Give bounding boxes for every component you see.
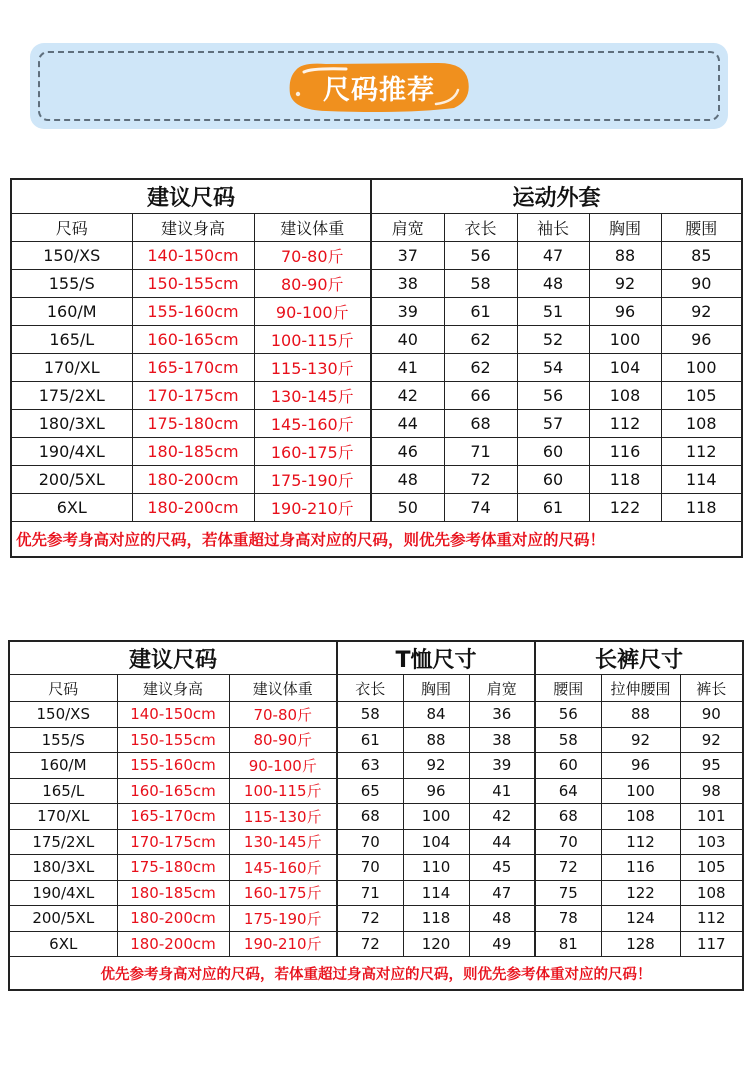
table-cell: 63	[337, 753, 403, 779]
table-cell: 108	[589, 382, 661, 410]
table-cell: 100	[403, 804, 469, 830]
table-cell: 170/XL	[11, 354, 132, 382]
table-cell: 96	[589, 298, 661, 326]
table-cell: 105	[661, 382, 742, 410]
table-cell: 70	[535, 829, 601, 855]
table-cell: 72	[337, 931, 403, 957]
table-cell: 96	[661, 326, 742, 354]
table-row	[9, 829, 743, 855]
table-cell: 160/M	[9, 753, 117, 779]
table-cell: 39	[371, 298, 444, 326]
size-note: 优先参考身高对应的尺码，若体重超过身高对应的尺码，则优先参考体重对应的尺码！	[11, 522, 742, 558]
table-row	[11, 298, 742, 326]
table-cell: 38	[371, 270, 444, 298]
table-cell: 70	[337, 829, 403, 855]
table-cell: 190-210斤	[229, 931, 337, 957]
table-cell: 85	[661, 242, 742, 270]
table-cell: 71	[444, 438, 517, 466]
table-cell: 175-190斤	[254, 466, 371, 494]
table-cell: 140-150cm	[117, 702, 229, 728]
table-cell: 190-210斤	[254, 494, 371, 522]
size-table-tshirt-pants	[8, 640, 744, 991]
table-cell: 165-170cm	[117, 804, 229, 830]
col-height: 建议身高	[132, 214, 254, 242]
table-row	[9, 702, 743, 728]
table-cell: 81	[535, 931, 601, 957]
title-badge	[286, 60, 472, 114]
table-cell: 190/4XL	[9, 880, 117, 906]
table-cell: 160-175斤	[254, 438, 371, 466]
table-cell: 130-145斤	[229, 829, 337, 855]
table-row	[11, 438, 742, 466]
col-chest: 胸围	[589, 214, 661, 242]
table-cell: 48	[371, 466, 444, 494]
table-cell: 115-130斤	[229, 804, 337, 830]
table-cell: 96	[403, 778, 469, 804]
table-cell: 92	[403, 753, 469, 779]
col-weight: 建议体重	[229, 675, 337, 702]
table-cell: 90-100斤	[254, 298, 371, 326]
table-cell: 51	[517, 298, 589, 326]
table-row	[9, 931, 743, 957]
col-sleeve: 袖长	[517, 214, 589, 242]
table-cell: 100-115斤	[254, 326, 371, 354]
table-cell: 58	[337, 702, 403, 728]
table-cell: 58	[535, 727, 601, 753]
table-cell: 58	[444, 270, 517, 298]
table-cell: 180-185cm	[117, 880, 229, 906]
table-cell: 92	[601, 727, 680, 753]
table-cell: 160/M	[11, 298, 132, 326]
table-cell: 118	[403, 906, 469, 932]
table-cell: 56	[444, 242, 517, 270]
banner-title: 尺码推荐	[323, 74, 435, 106]
table-cell: 56	[535, 702, 601, 728]
table-cell: 128	[601, 931, 680, 957]
table-cell: 41	[371, 354, 444, 382]
size-table-jacket	[10, 178, 743, 558]
table1-note-row	[11, 522, 742, 558]
size-note: 优先参考身高对应的尺码，若体重超过身高对应的尺码，则优先参考体重对应的尺码！	[9, 957, 743, 991]
table-cell: 72	[337, 906, 403, 932]
table-cell: 118	[589, 466, 661, 494]
table-cell: 155-160cm	[132, 298, 254, 326]
table-cell: 200/5XL	[11, 466, 132, 494]
table-cell: 64	[535, 778, 601, 804]
table-cell: 92	[680, 727, 743, 753]
table-cell: 160-175斤	[229, 880, 337, 906]
table-cell: 60	[535, 753, 601, 779]
table-cell: 124	[601, 906, 680, 932]
table-cell: 155-160cm	[117, 753, 229, 779]
table-cell: 100	[589, 326, 661, 354]
table-cell: 170-175cm	[117, 829, 229, 855]
table-cell: 68	[444, 410, 517, 438]
table-cell: 155/S	[11, 270, 132, 298]
table-cell: 70-80斤	[229, 702, 337, 728]
table-cell: 170/XL	[9, 804, 117, 830]
table-cell: 200/5XL	[9, 906, 117, 932]
table-cell: 108	[661, 410, 742, 438]
col-pants-length: 裤长	[680, 675, 743, 702]
table-cell: 60	[517, 466, 589, 494]
table-cell: 48	[517, 270, 589, 298]
table-cell: 122	[589, 494, 661, 522]
group-pants: 长裤尺寸	[535, 641, 743, 675]
table-cell: 120	[403, 931, 469, 957]
table-cell: 37	[371, 242, 444, 270]
table-row	[11, 410, 742, 438]
table-cell: 38	[469, 727, 535, 753]
col-chest: 胸围	[403, 675, 469, 702]
col-shoulder: 肩宽	[371, 214, 444, 242]
table-cell: 68	[535, 804, 601, 830]
table-cell: 116	[589, 438, 661, 466]
group-tshirt: T恤尺寸	[337, 641, 535, 675]
table-cell: 72	[535, 855, 601, 881]
table-cell: 65	[337, 778, 403, 804]
table-cell: 180-200cm	[132, 494, 254, 522]
table-row	[11, 242, 742, 270]
table-cell: 80-90斤	[254, 270, 371, 298]
table-cell: 56	[517, 382, 589, 410]
table-cell: 180-200cm	[117, 906, 229, 932]
table-cell: 101	[680, 804, 743, 830]
table-cell: 50	[371, 494, 444, 522]
table-cell: 61	[444, 298, 517, 326]
table-cell: 110	[403, 855, 469, 881]
table-cell: 39	[469, 753, 535, 779]
table-cell: 95	[680, 753, 743, 779]
col-size: 尺码	[9, 675, 117, 702]
col-waist: 腰围	[535, 675, 601, 702]
table-cell: 100	[601, 778, 680, 804]
group-jacket: 运动外套	[371, 179, 742, 214]
table-cell: 84	[403, 702, 469, 728]
table-cell: 112	[589, 410, 661, 438]
table-cell: 98	[680, 778, 743, 804]
table-row	[11, 466, 742, 494]
table-cell: 112	[680, 906, 743, 932]
table-cell: 117	[680, 931, 743, 957]
table1-column-headers	[11, 214, 742, 242]
table-cell: 88	[589, 242, 661, 270]
table-cell: 150-155cm	[117, 727, 229, 753]
table-cell: 6XL	[11, 494, 132, 522]
table-cell: 78	[535, 906, 601, 932]
table-cell: 150/XS	[9, 702, 117, 728]
table-cell: 74	[444, 494, 517, 522]
table-cell: 180-200cm	[132, 466, 254, 494]
table2-group-header	[9, 641, 743, 675]
table-cell: 49	[469, 931, 535, 957]
table-row	[9, 727, 743, 753]
table-cell: 44	[469, 829, 535, 855]
group-suggested-size: 建议尺码	[11, 179, 371, 214]
table-cell: 180/3XL	[11, 410, 132, 438]
table-cell: 140-150cm	[132, 242, 254, 270]
table-cell: 96	[601, 753, 680, 779]
table-cell: 42	[469, 804, 535, 830]
table-cell: 145-160斤	[254, 410, 371, 438]
col-size: 尺码	[11, 214, 132, 242]
table-cell: 68	[337, 804, 403, 830]
table-cell: 60	[517, 438, 589, 466]
table2-column-headers	[9, 675, 743, 702]
table-cell: 41	[469, 778, 535, 804]
table-cell: 170-175cm	[132, 382, 254, 410]
table-cell: 6XL	[9, 931, 117, 957]
table-cell: 180-200cm	[117, 931, 229, 957]
table-row	[11, 354, 742, 382]
table-cell: 90-100斤	[229, 753, 337, 779]
table-cell: 62	[444, 326, 517, 354]
table-cell: 118	[661, 494, 742, 522]
table-cell: 115-130斤	[254, 354, 371, 382]
table-cell: 92	[661, 298, 742, 326]
table-cell: 57	[517, 410, 589, 438]
table-cell: 45	[469, 855, 535, 881]
table-cell: 52	[517, 326, 589, 354]
table-row	[9, 906, 743, 932]
table-cell: 44	[371, 410, 444, 438]
table-cell: 88	[403, 727, 469, 753]
col-weight: 建议体重	[254, 214, 371, 242]
table-cell: 145-160斤	[229, 855, 337, 881]
table-cell: 72	[444, 466, 517, 494]
table-cell: 180-185cm	[132, 438, 254, 466]
table-cell: 130-145斤	[254, 382, 371, 410]
table-row	[9, 855, 743, 881]
table-cell: 42	[371, 382, 444, 410]
table-cell: 112	[601, 829, 680, 855]
table-cell: 54	[517, 354, 589, 382]
table-cell: 100	[661, 354, 742, 382]
table-cell: 112	[661, 438, 742, 466]
table-cell: 190/4XL	[11, 438, 132, 466]
col-height: 建议身高	[117, 675, 229, 702]
table-cell: 160-165cm	[117, 778, 229, 804]
table-cell: 70-80斤	[254, 242, 371, 270]
table-cell: 175-180cm	[117, 855, 229, 881]
col-shoulder: 肩宽	[469, 675, 535, 702]
table-cell: 61	[337, 727, 403, 753]
table-cell: 122	[601, 880, 680, 906]
table-cell: 61	[517, 494, 589, 522]
table-cell: 90	[661, 270, 742, 298]
table-row	[11, 382, 742, 410]
table-cell: 66	[444, 382, 517, 410]
table-cell: 150-155cm	[132, 270, 254, 298]
table-row	[9, 804, 743, 830]
table-cell: 71	[337, 880, 403, 906]
table-cell: 105	[680, 855, 743, 881]
table-cell: 175/2XL	[9, 829, 117, 855]
table-cell: 90	[680, 702, 743, 728]
table2-note-row	[9, 957, 743, 991]
col-waist: 腰围	[661, 214, 742, 242]
table-cell: 46	[371, 438, 444, 466]
table-cell: 160-165cm	[132, 326, 254, 354]
table-cell: 40	[371, 326, 444, 354]
col-stretch-waist: 拉伸腰围	[601, 675, 680, 702]
table-row	[11, 494, 742, 522]
table-row	[9, 753, 743, 779]
table-cell: 165-170cm	[132, 354, 254, 382]
table-cell: 100-115斤	[229, 778, 337, 804]
table-cell: 108	[601, 804, 680, 830]
table-cell: 103	[680, 829, 743, 855]
table-cell: 47	[469, 880, 535, 906]
table-cell: 104	[589, 354, 661, 382]
table-cell: 114	[661, 466, 742, 494]
group-suggested-size: 建议尺码	[9, 641, 337, 675]
table-cell: 80-90斤	[229, 727, 337, 753]
table-cell: 165/L	[9, 778, 117, 804]
table-cell: 47	[517, 242, 589, 270]
col-length: 衣长	[337, 675, 403, 702]
table-cell: 108	[680, 880, 743, 906]
table-cell: 48	[469, 906, 535, 932]
table-cell: 104	[403, 829, 469, 855]
table-row	[9, 880, 743, 906]
table-cell: 175-180cm	[132, 410, 254, 438]
table-cell: 62	[444, 354, 517, 382]
table-cell: 75	[535, 880, 601, 906]
table-cell: 175/2XL	[11, 382, 132, 410]
table-row	[11, 326, 742, 354]
table-cell: 180/3XL	[9, 855, 117, 881]
table-row	[9, 778, 743, 804]
table-cell: 88	[601, 702, 680, 728]
table-cell: 155/S	[9, 727, 117, 753]
table-cell: 165/L	[11, 326, 132, 354]
table-cell: 114	[403, 880, 469, 906]
table-cell: 36	[469, 702, 535, 728]
table-cell: 175-190斤	[229, 906, 337, 932]
table-cell: 70	[337, 855, 403, 881]
table1-group-header	[11, 179, 742, 214]
col-length: 衣长	[444, 214, 517, 242]
table-cell: 92	[589, 270, 661, 298]
table-cell: 116	[601, 855, 680, 881]
table-row	[11, 270, 742, 298]
table-cell: 150/XS	[11, 242, 132, 270]
